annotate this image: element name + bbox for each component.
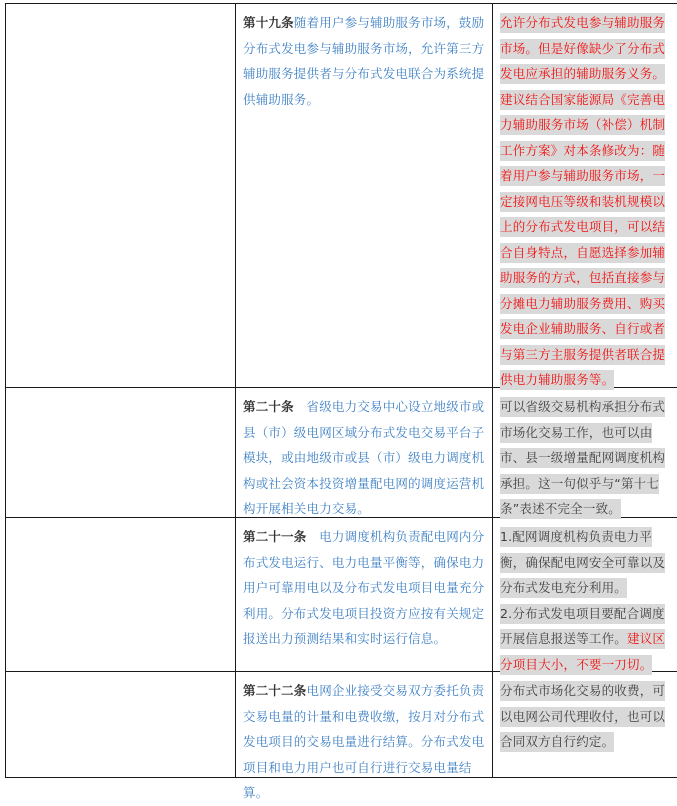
- article-number: 第二十一条: [243, 529, 307, 544]
- article-number: 第二十二条: [243, 683, 307, 698]
- comment-cell: [493, 388, 677, 517]
- article-body: 随着用户参与辅助服务市场，鼓励分布式发电参与辅助服务市场，允许第三方辅助服务提供者与分布式发电联合为系统提供辅助服务。: [243, 15, 485, 107]
- table-row-article-19: [6, 4, 677, 388]
- blank-cell: [6, 4, 236, 387]
- comment-text: [500, 678, 671, 755]
- article-body: 电力调度机构负责配电网内分布式发电运行、电力电量平衡等，确保电力用户可靠用电以及分布式发电项目电量充分利用。分布式发电项目投资方应按有关规定报送出力预测结果和实时运行信息。: [243, 529, 485, 646]
- comment-text: [500, 394, 671, 522]
- comment-cell: [493, 518, 677, 671]
- table-row-article-22: [6, 672, 677, 800]
- table-row-article-20: [6, 388, 677, 518]
- article-number: 第十九条: [243, 15, 294, 30]
- article-text: [243, 678, 486, 806]
- comment-paragraph-1: [500, 524, 671, 601]
- comment-gray-text: 2.分布式发电项目要配合调度开展信息报送等工作。: [500, 604, 665, 650]
- comment-red-text: 允许分布式发电参与辅助服务市场。但是好像缺少了分布式发电应承担的辅助服务义务。建议结合国家能源局《完善电力辅助服务市场（补偿）机制工作方案》对本条修改为：随着用户参与辅助服务市场，一定接网电压等级和装机规模以上的分布式发电项目，可以结合自身特点，自愿选择参加辅助服务的方式，包括直接参与分摊电力辅助服务费用、购买发电企业辅助服务、自行或者与第三方主服务提供者联合提供电力辅助服务等。: [500, 13, 665, 390]
- comment-red-text: 建议区分项目大小，不要一刀切。: [500, 629, 665, 675]
- blank-cell: [6, 518, 236, 671]
- article-body: 省级电力交易中心设立地级市或县（市）级电网区域分布式发电交易平台子模块，或由地级市或县（市）级电力调度机构或社会资本投资增量配电网的调度运营机构开展相关电力交易。: [243, 399, 485, 516]
- comment-gray-text: 1.配网调度机构负责电力平衡，确保配电网安全可靠以及分布式发电充分利用。: [500, 527, 665, 598]
- table-row-article-21: [6, 518, 677, 672]
- comment-text: [500, 524, 671, 677]
- blank-cell: [6, 388, 236, 517]
- article-cell: [236, 4, 493, 387]
- article-text: [243, 394, 486, 522]
- comment-text: [500, 10, 671, 393]
- blank-cell: [6, 672, 236, 777]
- comment-cell: [493, 4, 677, 387]
- comment-cell: [493, 672, 677, 777]
- comment-paragraph-2: [500, 601, 671, 678]
- article-cell: [236, 518, 493, 671]
- article-cell: [236, 672, 493, 800]
- article-cell: [236, 388, 493, 517]
- article-body: 电网企业接受交易双方委托负责交易电量的计量和电费收缴，按月对分布式发电项目的交易电量进行结算。分布式发电项目和电力用户也可自行进行交易电量结算。: [243, 683, 485, 800]
- comment-gray-text: 分布式市场化交易的收费，可以电网公司代理收付，也可以合同双方自行约定。: [500, 681, 665, 752]
- article-text: [243, 524, 486, 652]
- comment-gray-text: 可以省级交易机构承担分布式市场化交易工作，也可以由市、县一级增量配网调度机构承担。这一句似乎与“第十七条”表述不完全一致。: [500, 397, 665, 519]
- regulation-comment-table: [5, 3, 677, 800]
- article-number: 第二十条: [243, 399, 294, 414]
- article-text: [243, 10, 486, 112]
